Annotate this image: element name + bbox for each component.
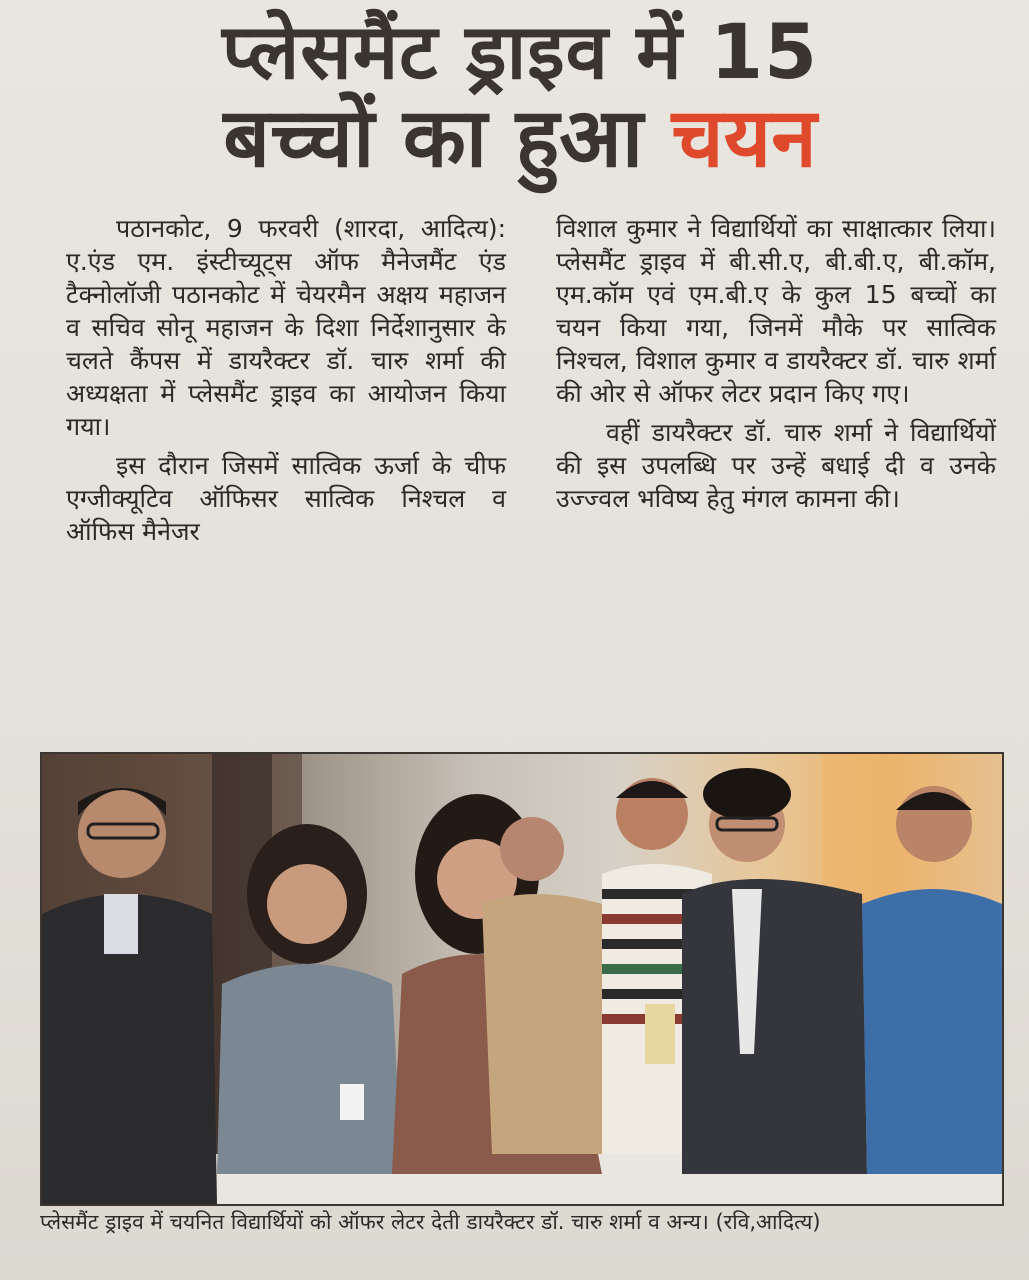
photo-caption: प्लेसमैंट ड्राइव में चयनित विद्यार्थियों को ऑफर लेटर देती डायरैक्टर डॉ. चारु शर्मा व अन्य। (रवि,आदित्य)	[40, 1210, 821, 1234]
headline-accent-word: चयन	[671, 90, 817, 186]
article-paragraph: पठानकोट, 9 फरवरी (शारदा, आदित्य): ए.एंड एम. इंस्टीच्यूट्स ऑफ मैनेजमैंट एंड टैक्नोलॉजी पठानकोट में चेयरमैन अक्षय महाजन व सचिव सोनू महाजन के दिशा निर्देशानुसार के चलते कैंपस में डायरैक्टर डॉ. चारु शर्मा की अध्यक्षता में प्लेसमैंट ड्राइव का आयोजन किया गया।	[66, 214, 506, 441]
article-paragraph: इस दौरान जिसमें सात्विक ऊर्जा के चीफ एग्जीक्यूटिव ऑफिसर सात्विक निश्चल व ऑफिस मैनेजर	[66, 451, 506, 546]
headline-line-2	[40, 90, 1000, 186]
group-photo	[40, 752, 1004, 1206]
article-column-1	[66, 212, 506, 732]
group-photo-illustration	[42, 754, 1002, 1204]
article-column-2	[556, 212, 996, 732]
headline-line-2-main: बच्चों का हुआ	[223, 90, 643, 186]
headline-line-1: प्लेसमैंट ड्राइव में 15	[222, 7, 818, 96]
headline	[40, 7, 1000, 186]
article-paragraph: विशाल कुमार ने विद्यार्थियों का साक्षात्कार लिया। प्लेसमैंट ड्राइव में बी.सी.ए, बी.बी.ए, बी.कॉम, एम.कॉम एवं एम.बी.ए के कुल 15 बच्चों का चयन किया गया, जिनमें मौके पर सात्विक निश्चल, विशाल कुमार व डायरैक्टर डॉ. चारु शर्मा की ओर से ऑफर लेटर प्रदान किए गए।	[556, 214, 996, 408]
article-body	[66, 212, 996, 732]
article-paragraph: वहीं डायरैक्टर डॉ. चारु शर्मा ने विद्यार्थियों की इस उपलब्धि पर उन्हें बधाई दी व उनके उज्ज्वल भविष्य हेतु मंगल कामना की।	[556, 418, 996, 513]
